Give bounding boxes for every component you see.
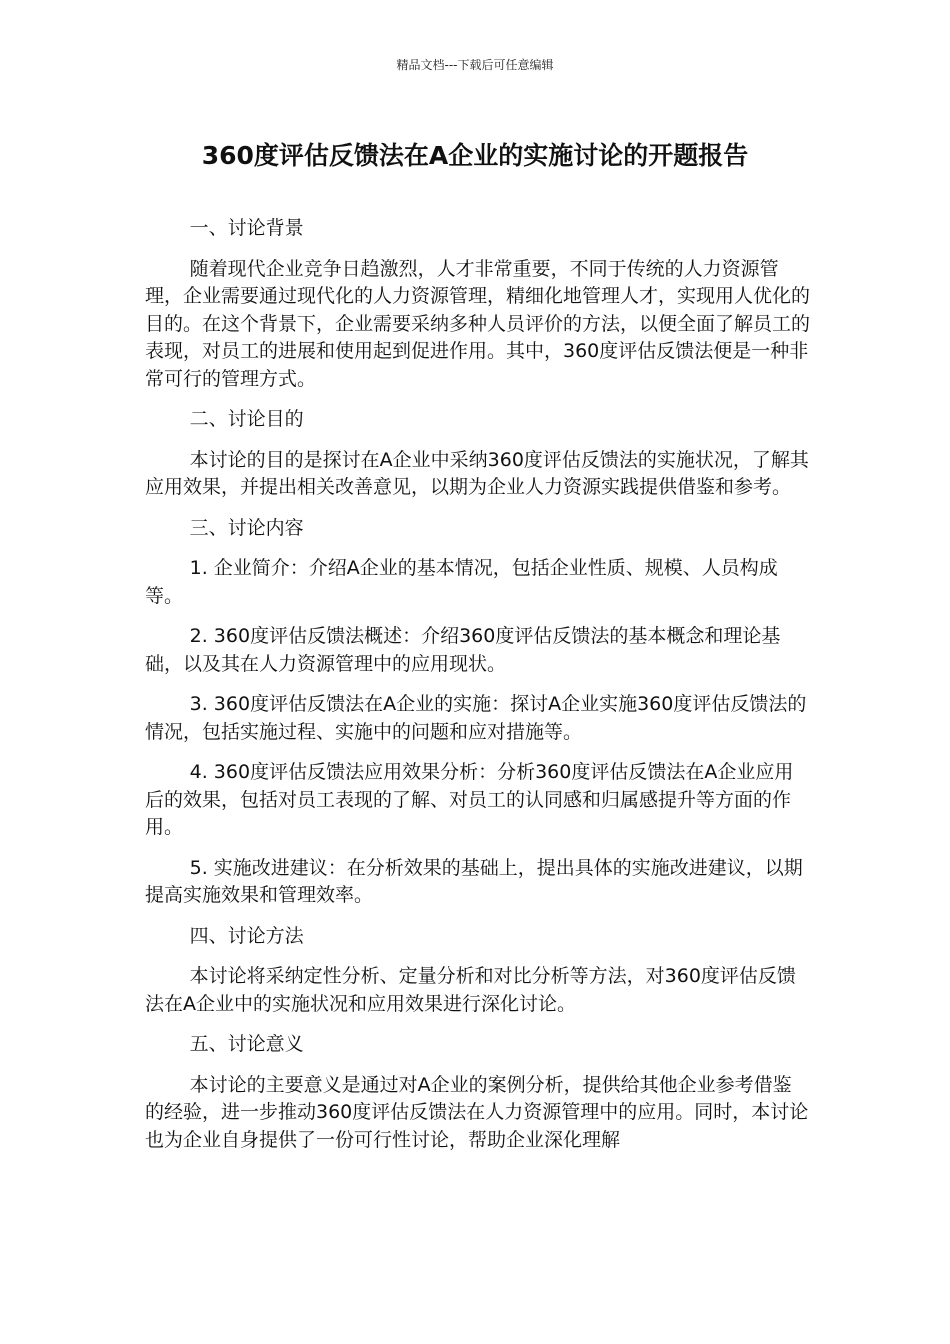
section-heading-significance: 五、讨论意义 [189, 1033, 304, 1055]
section-heading-method: 四、讨论方法 [189, 924, 304, 947]
header-note: 精品文档---下载后可任意编辑 [396, 58, 554, 72]
document-body [145, 215, 810, 1167]
paragraph-method: 本讨论将采纳定性分析、定量分析和对比分析等方法，对360度评估反馈法在A企业中的实施状况和应用效果进行深化讨论。 [145, 965, 796, 1015]
list-item-effect-analysis: 4. 360度评估反馈法应用效果分析：分析360度评估反馈法在A企业应用后的效果，包括对员工表现的了解、对员工的认同感和归属感提升等方面的作用。 [145, 761, 794, 838]
section-heading-purpose: 二、讨论目的 [189, 408, 304, 430]
paragraph-background: 随着现代企业竞争日趋激烈，人才非常重要，不同于传统的人力资源管理，企业需要通过现代化的人力资源管理，精细化地管理人才，实现用人优化的目的。在这个背景下，企业需要采纳多种人员评价的方法，以便全面了解员工的表现，对员工的进展和使用起到促进作用。其中，360度评估反馈法便是一种非常可行的管理方式。 [145, 257, 811, 390]
list-item-improvement: 5. 实施改进建议：在分析效果的基础上，提出具体的实施改进建议，以期提高实施效果和管理效率。 [145, 856, 803, 906]
paragraph-purpose: 本讨论的目的是探讨在A企业中采纳360度评估反馈法的实施状况，了解其应用效果，并提出相关改善意见，以期为企业人力资源实践提供借鉴和参考。 [145, 448, 809, 498]
list-item-implementation: 3. 360度评估反馈法在A企业的实施：探讨A企业实施360度评估反馈法的情况，包括实施过程、实施中的问题和应对措施等。 [145, 693, 807, 743]
paragraph-significance: 本讨论的主要意义是通过对A企业的案例分析，提供给其他企业参考借鉴的经验，进一步推动360度评估反馈法在人力资源管理中的应用。同时，本讨论也为企业自身提供了一份可行性讨论，帮助企业深化理解 [145, 1073, 809, 1151]
section-heading-content: 三、讨论内容 [189, 516, 304, 539]
list-item-method-overview: 2. 360度评估反馈法概述：介绍360度评估反馈法的基本概念和理论基础，以及其在人力资源管理中的应用现状。 [145, 625, 781, 675]
list-item-company-intro: 1. 企业简介：介绍A企业的基本情况，包括企业性质、规模、人员构成等。 [145, 557, 778, 607]
document-title: 360度评估反馈法在A企业的实施讨论的开题报告 [201, 141, 749, 170]
section-heading-background: 一、讨论背景 [189, 217, 304, 239]
